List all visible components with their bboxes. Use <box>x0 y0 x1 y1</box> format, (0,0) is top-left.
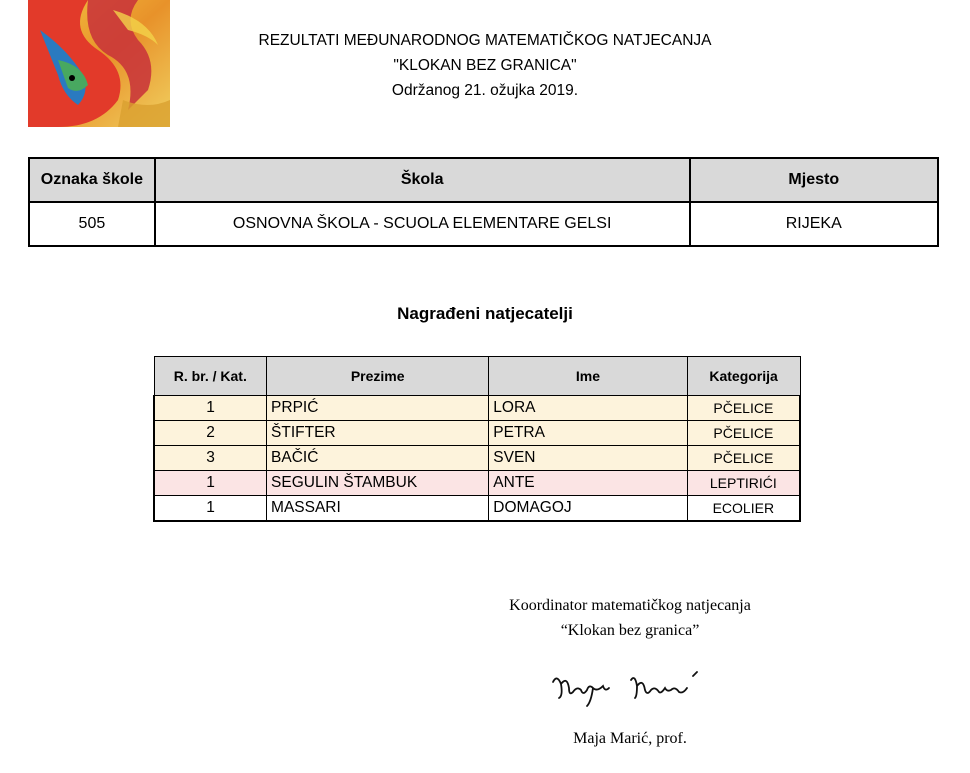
category-cell: PČELICE <box>687 396 800 421</box>
table-row <box>154 446 800 471</box>
rank-cell: 2 <box>154 421 267 446</box>
school-info-table <box>28 157 939 247</box>
category-cell: PČELICE <box>687 446 800 471</box>
school-city: RIJEKA <box>690 202 938 246</box>
category-cell: LEPTIRIĆI <box>687 471 800 496</box>
first-name-cell: LORA <box>489 396 687 421</box>
awards-title: Nagrađeni natjecatelji <box>397 304 573 323</box>
table-row <box>154 396 800 421</box>
awards-header-row <box>154 357 800 396</box>
header-competition-name: "KLOKAN BEZ GRANICA" <box>393 57 577 74</box>
handwritten-signature <box>547 668 717 708</box>
header-rank: R. br. / Kat. <box>154 357 267 396</box>
first-name-cell: ANTE <box>489 471 687 496</box>
table-row <box>154 421 800 446</box>
school-code: 505 <box>29 202 155 246</box>
surname-cell: ŠTIFTER <box>267 421 489 446</box>
document-header <box>200 28 770 103</box>
header-category: Kategorija <box>687 357 800 396</box>
surname-cell: BAČIĆ <box>267 446 489 471</box>
first-name-cell: SVEN <box>489 446 687 471</box>
school-name: OSNOVNA ŠKOLA - SCUOLA ELEMENTARE GELSI <box>155 202 690 246</box>
table-row <box>154 496 800 522</box>
awards-table <box>153 356 801 522</box>
rank-cell: 1 <box>154 396 267 421</box>
header-city: Mjesto <box>690 158 938 202</box>
rank-cell: 3 <box>154 446 267 471</box>
rank-cell: 1 <box>154 471 267 496</box>
surname-cell: PRPIĆ <box>267 396 489 421</box>
coordinator-title: Koordinator matematičkog natjecanja <box>509 597 751 614</box>
header-title: REZULTATI MEĐUNARODNOG MATEMATIČKOG NATJECANJA <box>258 32 712 49</box>
header-surname: Prezime <box>267 357 489 396</box>
category-cell: PČELICE <box>687 421 800 446</box>
school-table-row <box>29 202 938 246</box>
table-row <box>154 471 800 496</box>
first-name-cell: PETRA <box>489 421 687 446</box>
category-cell: ECOLIER <box>687 496 800 522</box>
header-school: Škola <box>155 158 690 202</box>
coordinator-name: Maja Marić, prof. <box>573 730 687 747</box>
first-name-cell: DOMAGOJ <box>489 496 687 522</box>
klokan-logo-image <box>28 0 170 127</box>
surname-cell: SEGULIN ŠTAMBUK <box>267 471 489 496</box>
header-date: Održanog 21. ožujka 2019. <box>391 82 579 99</box>
coordinator-competition: “Klokan bez granica” <box>560 622 700 639</box>
coordinator-block <box>460 593 800 643</box>
header-first-name: Ime <box>489 357 687 396</box>
rank-cell: 1 <box>154 496 267 522</box>
header-school-code: Oznaka škole <box>29 158 155 202</box>
surname-cell: MASSARI <box>267 496 489 522</box>
school-table-header-row <box>29 158 938 202</box>
